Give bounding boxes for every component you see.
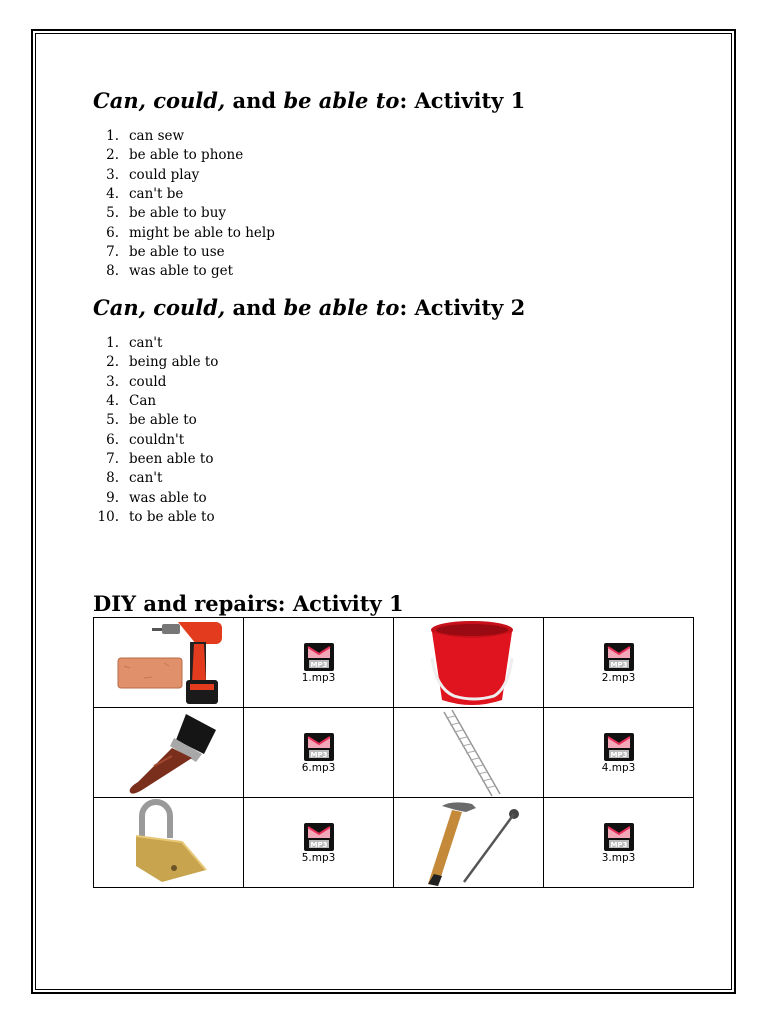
list-item: 8. was able to get	[106, 263, 234, 280]
list-item: 4. Can	[106, 393, 157, 410]
table-row	[94, 798, 694, 888]
mp3-file-icon	[603, 642, 635, 672]
mp3-file-icon	[303, 732, 335, 762]
audio-link[interactable]	[602, 732, 636, 774]
audio-link[interactable]	[602, 822, 636, 864]
list-item: 9. was able to	[106, 489, 207, 506]
list-item: 6. might be able to help	[106, 224, 275, 241]
list-item: 1. can't	[106, 335, 163, 351]
svg-text:MP3: MP3	[610, 660, 627, 669]
red-bucket-image	[394, 618, 544, 708]
audio-filename: 5.mp3	[301, 851, 336, 864]
list-item: 5. be able to	[106, 412, 197, 429]
svg-text:MP3: MP3	[610, 840, 627, 849]
diy-activity-table	[93, 617, 694, 888]
activity1-heading: Can, could, and be able to: Activity 1	[93, 88, 526, 113]
list-item: 4. can't be	[106, 186, 184, 203]
list-item: 3. could play	[106, 166, 200, 183]
table-row	[94, 618, 694, 708]
audio-filename: 1.mp3	[301, 671, 336, 684]
paintbrush-image	[94, 708, 244, 798]
list-item: 10. to be able to	[97, 509, 215, 526]
list-item: 8. can't	[106, 470, 163, 487]
svg-text:MP3: MP3	[310, 660, 327, 669]
audio-link[interactable]	[602, 642, 636, 684]
audio-link[interactable]	[302, 642, 336, 684]
svg-text:MP3: MP3	[310, 750, 327, 759]
table-row	[94, 708, 694, 798]
padlock-image	[94, 798, 244, 888]
mp3-file-icon	[603, 732, 635, 762]
activity2-heading: Can, could, and be able to: Activity 2	[93, 295, 526, 320]
audio-link[interactable]	[302, 732, 336, 774]
audio-cell[interactable]	[544, 798, 694, 888]
audio-link[interactable]	[302, 822, 336, 864]
diy-heading: DIY and repairs: Activity 1	[93, 591, 404, 616]
list-item: 7. been able to	[106, 451, 214, 468]
mp3-file-icon	[303, 822, 335, 852]
audio-filename: 3.mp3	[601, 851, 636, 864]
activity1-answer-list	[93, 127, 275, 282]
list-item: 6. couldn't	[106, 431, 185, 448]
list-item: 1. can sew	[106, 128, 185, 144]
list-item: 7. be able to use	[106, 244, 225, 261]
activity2-answer-list	[93, 334, 218, 527]
brick-and-drill-image	[94, 618, 244, 708]
audio-cell[interactable]	[244, 618, 394, 708]
audio-filename: 6.mp3	[301, 761, 336, 774]
hammer-and-nail-image	[394, 798, 544, 888]
list-item: 3. could	[106, 373, 167, 390]
svg-text:MP3: MP3	[310, 840, 327, 849]
list-item: 2. be able to phone	[106, 147, 244, 164]
svg-text:MP3: MP3	[610, 750, 627, 759]
mp3-file-icon	[603, 822, 635, 852]
audio-cell[interactable]	[544, 618, 694, 708]
audio-filename: 2.mp3	[601, 671, 636, 684]
audio-filename: 4.mp3	[601, 761, 636, 774]
audio-cell[interactable]	[244, 798, 394, 888]
mp3-file-icon	[303, 642, 335, 672]
audio-cell[interactable]	[244, 708, 394, 798]
audio-cell[interactable]	[544, 708, 694, 798]
list-item: 2. being able to	[106, 354, 219, 371]
ladder-image	[394, 708, 544, 798]
list-item: 5. be able to buy	[106, 205, 227, 222]
